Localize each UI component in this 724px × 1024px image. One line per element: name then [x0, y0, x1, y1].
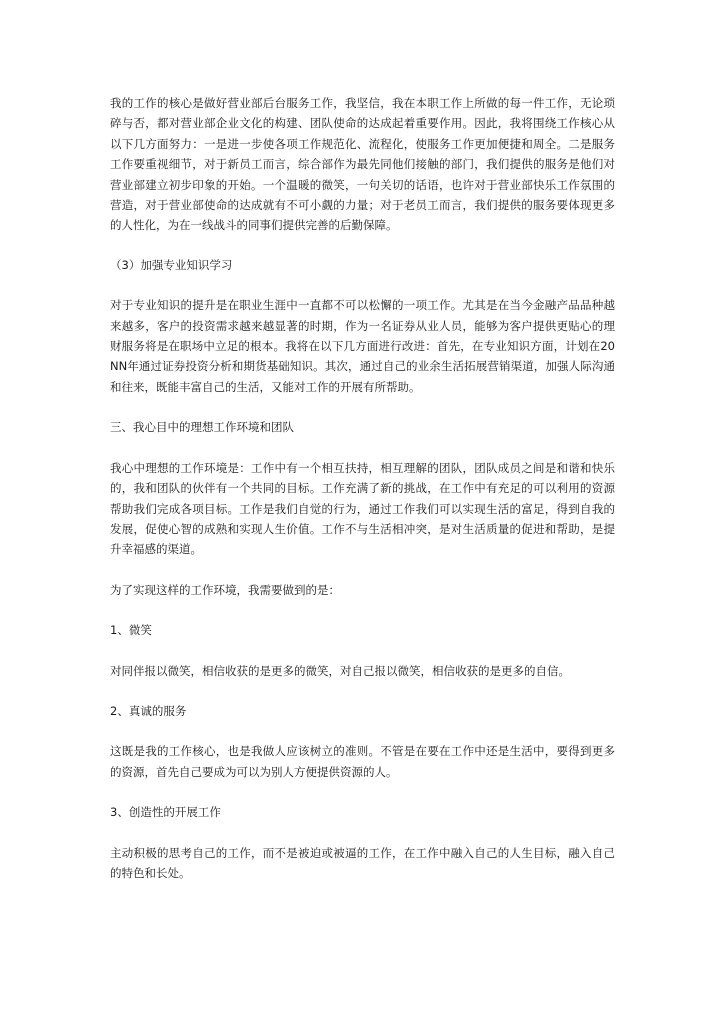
heading-creative-work: 3、创造性的开展工作	[110, 805, 221, 820]
heading-sincere-service: 2、真诚的服务	[110, 703, 187, 718]
paragraph-ideal-environment: 我心中理想的工作环境是：工作中有一个相互扶持，相互理解的团队，团队成员之间是和谐和快乐的，我和团队的伙伴有一个共同的目标。工作充满了新的挑战，在工作中有充足的可以利用的资源帮助我们完成各项目标。工作是我们自觉的行为，通过工作我们可以实现生活的富足，得到自我的发展，促使心智的成熟和实现人生价值。工作不与生活相冲突，是对生活质量的促进和帮助，是提升幸福感的渠道。	[110, 460, 615, 557]
paragraph-work-core: 我的工作的核心是做好营业部后台服务工作，我坚信，我在本职工作上所做的每一件工作，无论琐碎与否，都对营业部企业文化的构建、团队使命的达成起着重要作用。因此，我将围绕工作核心从以下几方面努力：一是进一步使各项工作规范化、流程化，使服务工作更加便捷和周全。二是服务工作要重视细节，对于新员工而言，综合部作为最先同他们接触的部门，我们提供的服务是他们对营业部建立初步印象的开始。一个温暖的微笑，一句关切的话语，也许对于营业部快乐工作氛围的营造，对于营业部使命的达成就有不可小觑的力量；对于老员工而言，我们提供的服务要体现更多的人性化，为在一线战斗的同事们提供完善的后勤保障。	[110, 96, 615, 233]
heading-smile: 1、微笑	[110, 623, 152, 638]
paragraph-smile: 对同伴报以微笑，相信收获的是更多的微笑，对自己报以微笑，相信收获的是更多的自信。	[110, 663, 570, 678]
paragraph-sincere-service: 这既是我的工作核心，也是我做人应该树立的准则。不管是在要在工作中还是生活中，要得到更多的资源，首先自己要成为可以为别人方便提供资源的人。	[110, 744, 615, 779]
paragraph-needs-intro: 为了实现这样的工作环境，我需要做到的是：	[110, 582, 340, 597]
paragraph-professional-learning: 对于专业知识的提升是在职业生涯中一直都不可以松懈的一项工作。尤其是在当今金融产品品种越来越多，客户的投资需求越来越显著的时期，作为一名证券从业人员，能够为客户提供更贴心的理财服务将是在职场中立足的根本。我将在以下几方面进行改进：首先，在专业知识方面，计划在20NN年通过证券投资分析和期货基础知识。其次，通过自己的业余生活拓展营销渠道，加强人际沟通和往来，既能丰富自己的生活，又能对工作的开展有所帮助。	[110, 298, 615, 394]
paragraph-creative-work: 主动积极的思考自己的工作，而不是被迫或被逼的工作，在工作中融入自己的人生目标，融入自己的特色和长处。	[110, 845, 615, 880]
heading-ideal-environment: 三、我心目中的理想工作环境和团队	[110, 420, 294, 435]
document-body	[110, 93, 615, 883]
heading-professional-learning: （3）加强专业知识学习	[110, 257, 233, 272]
